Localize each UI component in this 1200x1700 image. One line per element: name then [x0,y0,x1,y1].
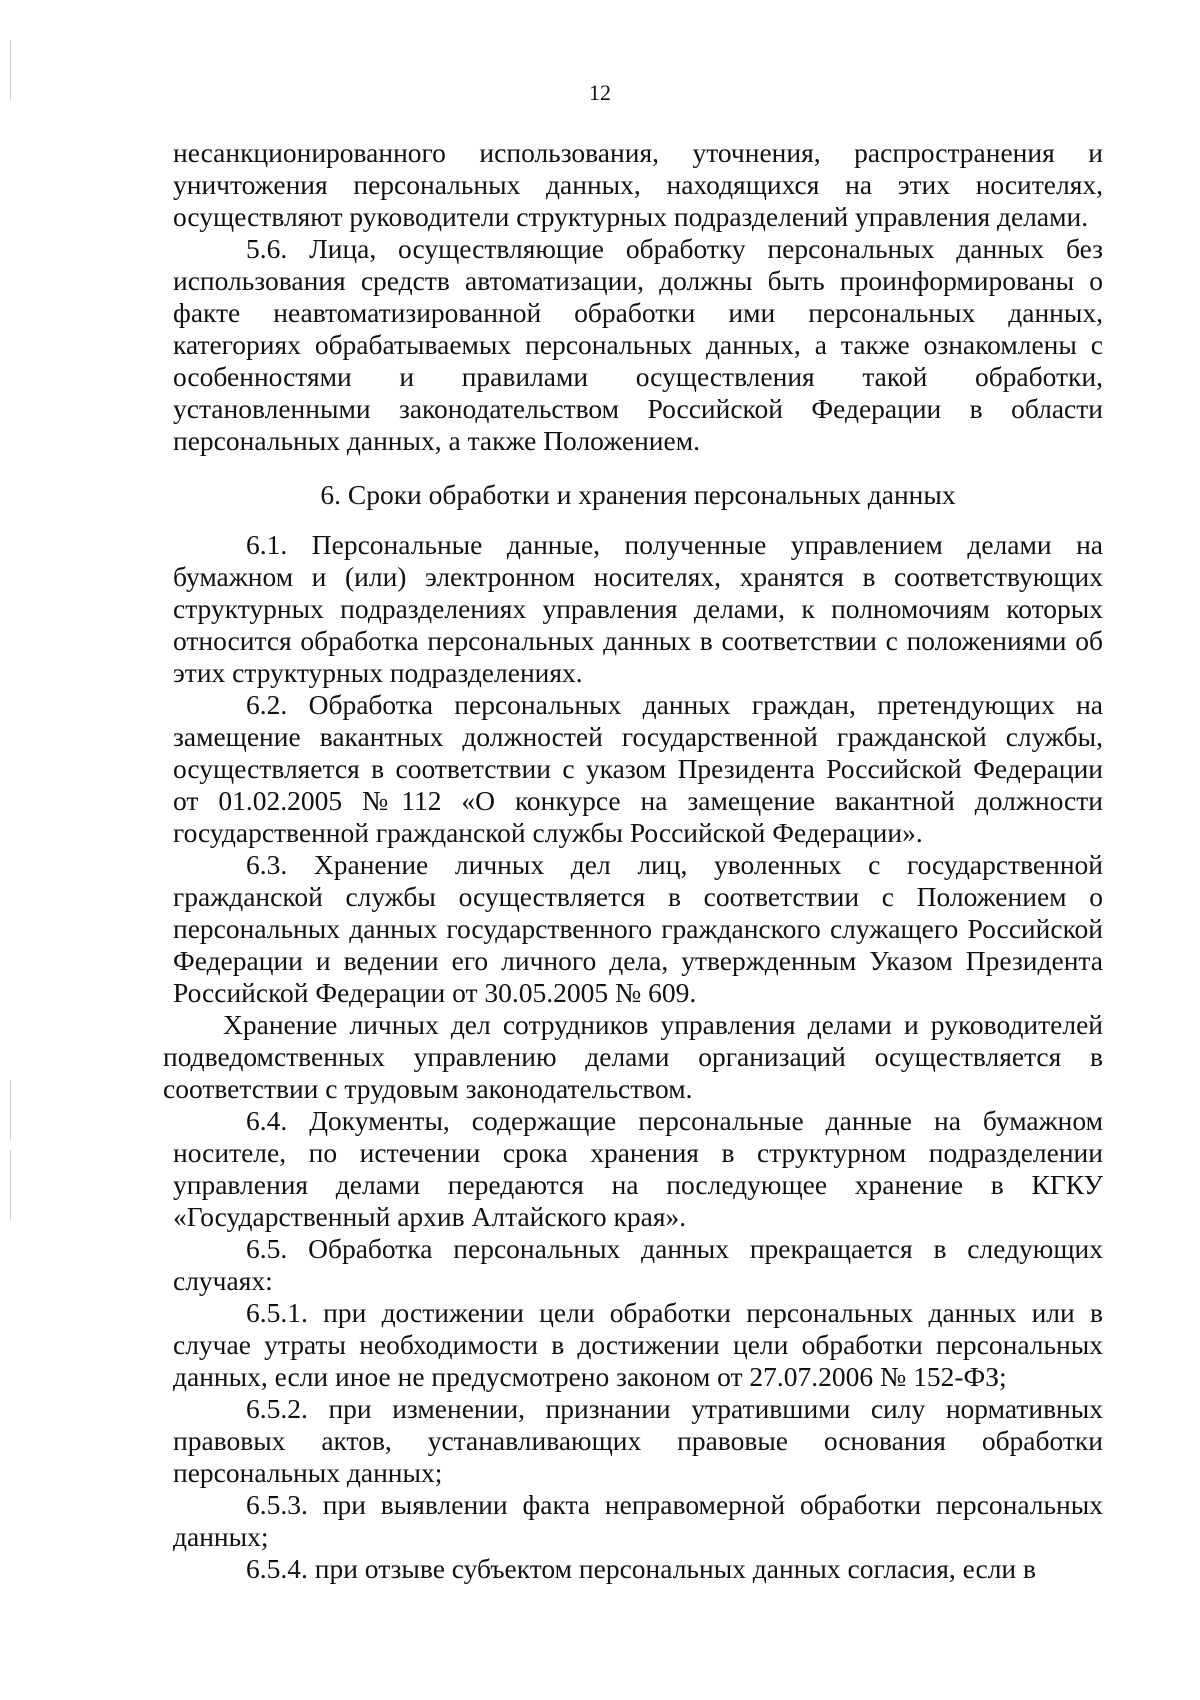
paragraph-6-3-storage: Хранение личных дел сотрудников управления делами и руководителей подведомственных управлению делами организаций осуществляется в соответствии с трудовым законодательством. [163,1009,1103,1104]
paragraph-6-5: 6.5. Обработка персональных данных прекращается в следующих случаях: [173,1233,1103,1296]
paragraph-6-5-2: 6.5.2. при изменении, признании утратившими силу нормативных правовых актов, устанавливающих правовые основания обработки персональных данных; [173,1393,1103,1488]
section-heading-6: 6. Сроки обработки и хранения персональных данных [320,479,956,510]
paragraph-6-1: 6.1. Персональные данные, полученные управлением делами на бумажном и (или) электронном носителях, хранятся в соответствующих структурных подразделениях управления делами, к полномочиям которых относится обработка персональных данных в соответствии с положениями об этих структурных подразделениях. [173,529,1103,688]
paragraph-6-3: 6.3. Хранение личных дел лиц, уволенных с государственной гражданской службы осуществляется в соответствии с Положением о персональных данных государственного гражданского служащего Российской Федерации и ведении его личного дела, утвержденным Указом Президента Российской Федерации от 30.05.2005 № 609. [173,849,1103,1008]
paragraph-5-6: 5.6. Лица, осуществляющие обработку персональных данных без использования средств автоматизации, должны быть проинформированы о факте неавтоматизированной обработки ими персональных данных, категориях обрабатываемых персональных данных, а также ознакомлены с особенностями и правилами осуществления такой обработки, установленными законодательством Российской Федерации в области персональных данных, а также Положением. [173,233,1103,456]
scan-artifact [10,1150,11,1220]
scan-artifact [10,1080,11,1140]
paragraph-6-5-4: 6.5.4. при отзыве субъектом персональных данных согласия, если в [246,1553,1037,1584]
paragraph-6-2: 6.2. Обработка персональных данных граждан, претендующих на замещение вакантных должностей государственной гражданской службы, осуществляется в соответствии с указом Президента Российской Федерации от 01.02.2005 №112 «О конкурсе на замещение вакантной должности государственной гражданской службы Российской Федерации». [173,689,1103,848]
page-number: 12 [589,80,611,105]
document-body [163,137,1103,1585]
paragraph-continuation: несанкционированного использования, уточнения, распространения и уничтожения персональных данных, находящихся на этих носителях, осуществляют руководители структурных подразделений управления делами. [173,137,1103,232]
paragraph-6-5-1: 6.5.1. при достижении цели обработки персональных данных или в случае утраты необходимости в достижении цели обработки персональных данных, если иное не предусмотрено законом от 27.07.2006 № 152-ФЗ; [173,1297,1103,1392]
paragraph-6-4: 6.4. Документы, содержащие персональные данные на бумажном носителе, по истечении срока хранения в структурном подразделении управления делами передаются на последующее хранение в КГКУ «Государственный архив Алтайского края». [173,1105,1103,1232]
paragraph-6-5-3: 6.5.3. при выявлении факта неправомерной обработки персональных данных; [173,1489,1103,1552]
